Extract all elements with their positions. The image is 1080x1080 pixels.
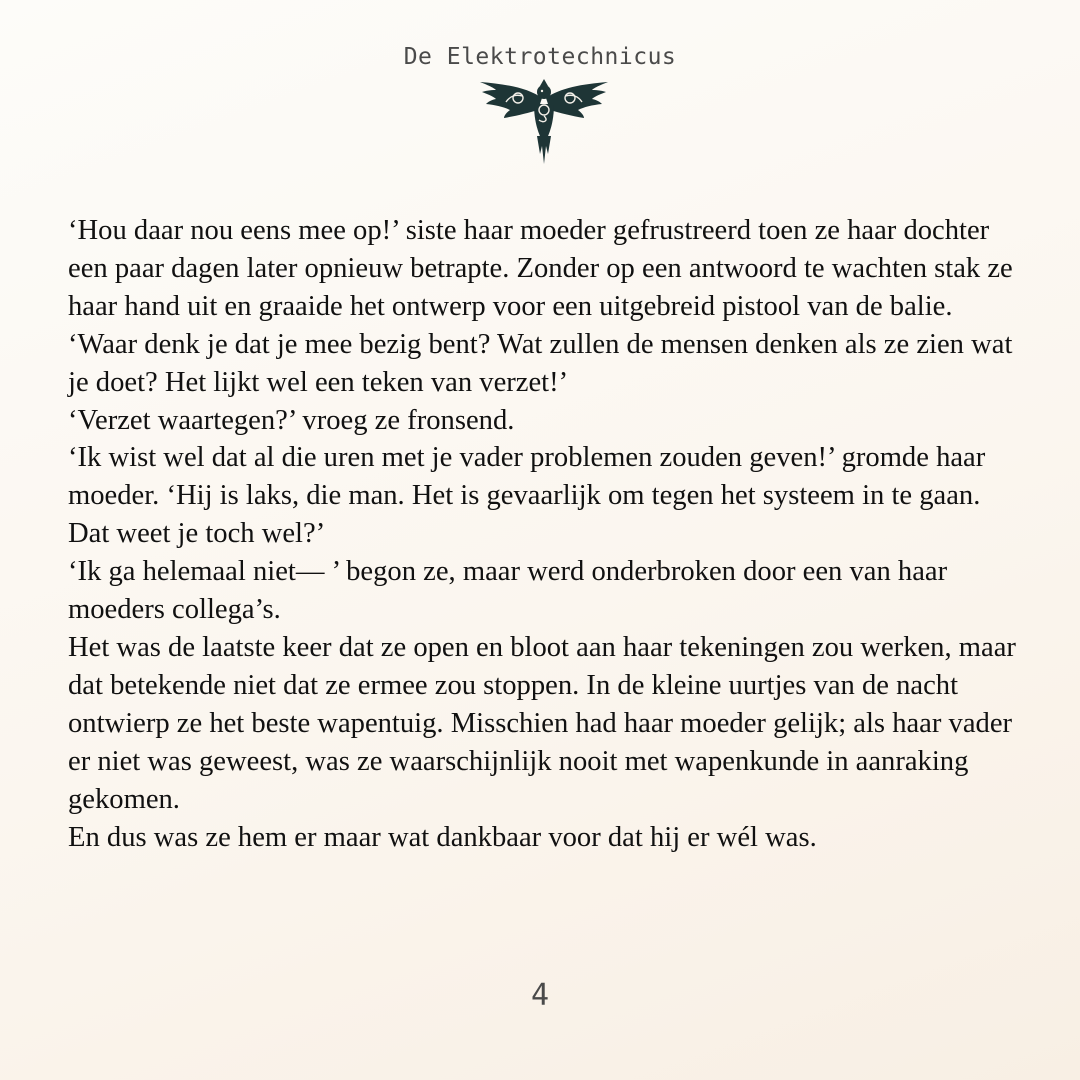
paragraph: ‘Ik ga helemaal niet— ’ begon ze, maar werd onderbroken door een van haar moeders collega’s. <box>68 556 948 626</box>
paragraph: ‘Waar denk je dat je mee bezig bent? Wat zullen de mensen denken als ze zien wat je doet? Het lijkt wel een teken van verzet!’ <box>68 328 1013 398</box>
paragraph: En dus was ze hem er maar wat dankbaar voor dat hij er wél was. <box>68 821 817 853</box>
page-number: 4 <box>530 978 550 1013</box>
bird-emblem-icon <box>476 76 612 166</box>
paragraph: ‘Ik wist wel dat al die uren met je vader problemen zouden geven!’ gromde haar moeder. ‘Hij is laks, die man. Het is gevaarlijk om tegen het systeem in te gaan. Dat weet je toch wel?’ <box>68 442 986 550</box>
paragraph: Het was de laatste keer dat ze open en bloot aan haar tekeningen zou werken, maar dat betekende niet dat ze ermee zou stoppen. In de kleine uurtjes van de nacht ontwierp ze het beste wapentuig. Misschien had haar moeder gelijk; als haar vader er niet was geweest, was ze waarschijnlijk nooit met wapenkunde in aanraking gekomen. <box>68 631 1016 815</box>
paragraph: ‘Hou daar nou eens mee op!’ siste haar moeder gefrustreerd toen ze haar dochter een paar dagen later opnieuw betrapte. Zonder op een antwoord te wachten stak ze haar hand uit en graaide het ontwerp voor een uitgebreid pistool van de balie. <box>68 215 1013 322</box>
paragraph: ‘Verzet waartegen?’ vroeg ze fronsend. <box>68 404 515 436</box>
book-title: De Elektrotechnicus <box>403 44 677 70</box>
story-text <box>68 212 1028 856</box>
